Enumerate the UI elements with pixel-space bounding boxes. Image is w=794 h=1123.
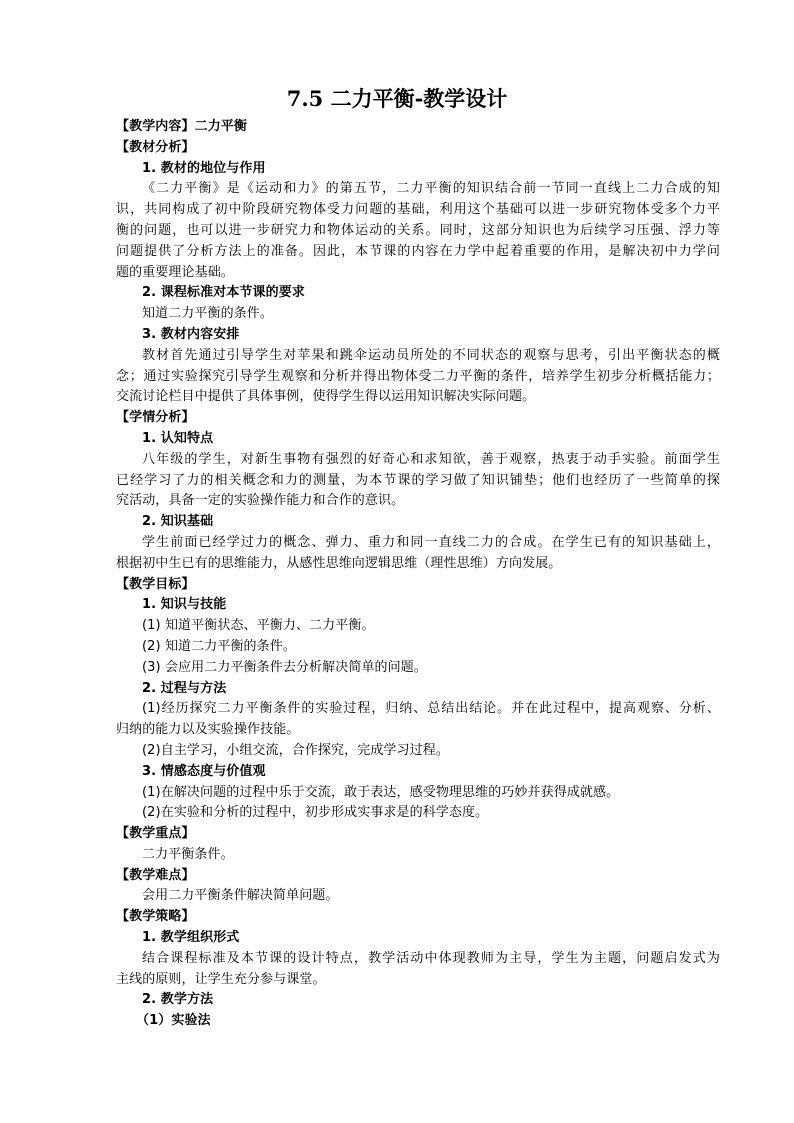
paragraph-line: 八年级的学生，对新生事物有强烈的好奇心和求知欲，善于观察，热衷于动手实验。前面学生 [142,451,720,467]
subheading-content-arrangement: 3. 教材内容安排 [142,326,240,342]
subheading-experiment-method: （1）实验法 [136,1013,211,1029]
list-item: (2)在实验和分析的过程中，初步形成实事求是的科学态度。 [142,805,489,821]
paragraph-line: 归纳的能力以及实验操作技能。 [116,722,300,738]
section-heading-strategy: 【教学策略】 [116,909,195,925]
section-heading-textbook-analysis: 【教材分析】 [116,139,195,155]
document-body [116,117,720,1032]
section-heading-content: 【教学内容】二力平衡 [116,119,248,134]
paragraph-line: 教材首先通过引导学生对苹果和跳伞运动员所处的不同状态的观察与思考，引出平衡状态的概 [142,347,720,363]
subheading-knowledge-base: 2. 知识基础 [142,514,214,530]
subheading-teaching-methods: 2. 教学方法 [142,992,214,1008]
paragraph-line: 已经学习了力的相关概念和力的测量，为本节课的学习做了知识铺垫；他们也经历了一些简单的探 [116,472,720,488]
paragraph-line: 主线的原则，让学生充分参与课堂。 [116,971,326,987]
document-title: 7.5 二力平衡-教学设计 [286,86,508,111]
paragraph-line: 结合课程标准及本节课的设计特点，教学活动中体现教师为主导，学生为主题，问题启发式为 [142,950,720,966]
paragraph-line: 《二力平衡》是《运动和力》的第五节，二力平衡的知识结合前一节同一直线上二力合成的知 [142,181,720,197]
subheading-curriculum-standard: 2. 课程标准对本节课的要求 [142,285,305,301]
list-item: (1)经历探究二力平衡条件的实验过程，归纳、总结出结论。并在此过程中，提高观察、分析、 [142,701,720,717]
paragraph-line: 问题提供了分析方法上的准备。因此，本节课的内容在力学中起着重要的作用，是解决初中力学问 [116,243,720,259]
section-heading-objectives: 【教学目标】 [116,576,195,592]
section-heading-key-points: 【教学重点】 [116,826,195,842]
paragraph-line: 知道二力平衡的条件。 [142,306,274,322]
subheading-status-role: 1. 教材的地位与作用 [142,160,266,176]
paragraph-line: 念；通过实验探究引导学生观察和分析并得出物体受二力平衡的条件，培养学生初步分析概括能力； [116,368,720,384]
paragraph-line: 识，共同构成了初中阶段研究物体受力问题的基础，利用这个基础可以进一步研究物体受多个力平 [116,202,720,218]
paragraph-line: 学生前面已经学过力的概念、弹力、重力和同一直线二力的合成。在学生已有的知识基础上， [142,534,720,550]
section-heading-difficulties: 【教学难点】 [116,867,195,883]
subheading-organization-form: 1. 教学组织形式 [142,930,240,946]
list-item: (1) 知道平衡状态、平衡力、二力平衡。 [142,618,375,634]
list-item: (2)自主学习，小组交流，合作探究，完成学习过程。 [142,742,449,758]
list-item: (2) 知道二力平衡的条件。 [142,638,296,654]
paragraph-line: 题的重要理论基础。 [116,264,234,280]
paragraph-line: 根据初中生已有的思维能力，从感性思维向逻辑思维（理性思维）方向发展。 [116,555,562,571]
list-item: (1)在解决问题的过程中乐于交流，敢于表达，感受物理思维的巧妙并获得成就感。 [142,784,620,800]
section-heading-student-analysis: 【学情分析】 [116,410,195,426]
subheading-attitude-values: 3. 情感态度与价值观 [142,763,266,779]
subheading-knowledge-skills: 1. 知识与技能 [142,597,227,613]
list-item: (3) 会应用二力平衡条件去分析解决简单的问题。 [142,659,427,675]
paragraph-line: 交流讨论栏目中提供了具体事例，使得学生得以运用知识解决实际问题。 [116,389,536,405]
paragraph-line: 究活动，具备一定的实验操作能力和合作的意识。 [116,493,405,509]
subheading-cognitive-traits: 1. 认知特点 [142,430,214,446]
paragraph-line: 衡的问题，也可以进一步研究力和物体运动的关系。同时，这部分知识也为后续学习压强、浮力等 [116,222,720,238]
subheading-process-method: 2. 过程与方法 [142,680,227,696]
paragraph-line: 会用二力平衡条件解决简单问题。 [142,888,339,904]
paragraph-line: 二力平衡条件。 [142,846,234,862]
